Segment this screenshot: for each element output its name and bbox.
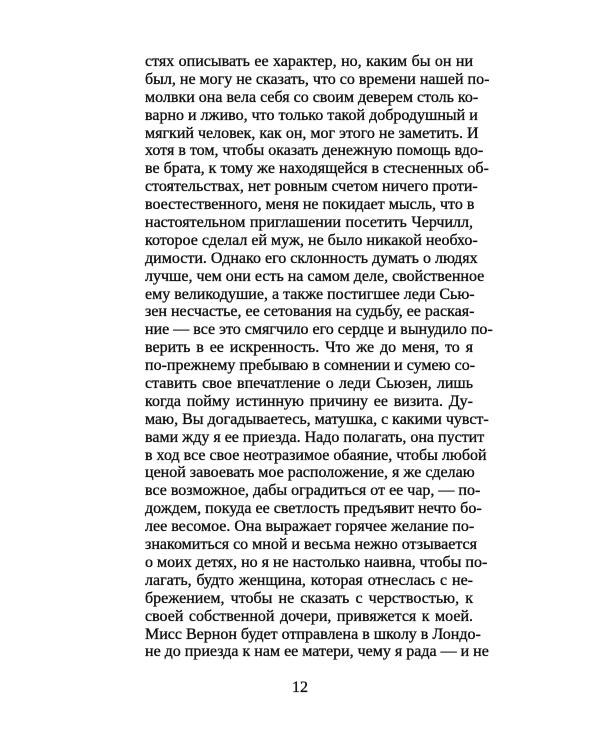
text-line: о моих детях, но я не настолько наивна, чтобы по-: [145, 553, 488, 571]
text-line: был, не могу не сказать, что со времени нашей по-: [145, 70, 490, 88]
text-line: своей собственной дочери, привяжется к моей.: [145, 607, 473, 625]
text-line: ценой завоевать мое расположение, я же сделаю: [145, 464, 475, 482]
text-line: все возможное, дабы оградиться от ее чар, — по-: [145, 482, 481, 500]
body-text: [145, 53, 493, 661]
text-line: лее весомое. Она выражает горячее желание по-: [145, 518, 475, 536]
text-line: маю, Вы догадываетесь, матушка, с какими чувст-: [145, 410, 489, 428]
text-line: ве брата, к тому же находящейся в стесненных об-: [145, 160, 489, 178]
text-line: воестественного, меня не покидает мысль, что в: [145, 196, 475, 214]
text-line: молвки она вела себя со своим деверем столь ко-: [145, 88, 479, 106]
text-line: не до приезда к нам ее матери, чему я рада — и не: [145, 643, 489, 661]
text-line: варно и лживо, что только такой добродушный и: [145, 106, 478, 124]
text-line: лагать, будто женщина, которая отнеслась с не-: [145, 571, 473, 589]
text-line: мягкий человек, как он, мог этого не заметить. И: [145, 124, 479, 142]
page-number: 12: [292, 679, 308, 696]
text-line: в ход все свое неотразимое обаяние, чтобы любой: [145, 446, 487, 464]
text-line: димости. Однако его склонность думать о людях: [145, 249, 478, 267]
text-line: лучше, чем они есть на самом деле, свойственное: [145, 267, 485, 285]
text-line: вами жду я ее приезда. Надо полагать, она пустит: [145, 428, 485, 446]
text-line: хотя в том, чтобы оказать денежную помощь вдо-: [145, 142, 484, 160]
text-line: которое сделал ей муж, не было никакой необхо-: [145, 231, 478, 249]
text-line: знакомиться со мной и весьма нежно отзывается: [145, 536, 477, 554]
text-line: ему великодушие, а также постигшее леди Сью-: [145, 285, 475, 303]
text-line: зен несчастье, ее сетования на судьбу, ее раская-: [145, 303, 475, 321]
text-line: брежением, чтобы не сказать с черствостью, к: [145, 589, 473, 607]
text-line: по-прежнему пребываю в сомнении и сумею со-: [145, 357, 476, 375]
text-line: настоятельном приглашении посетить Черчилл,: [145, 214, 473, 232]
text-line: ставить свое впечатление о леди Сьюзен, лишь: [145, 375, 473, 393]
text-line: стоятельствах, нет ровным счетом ничего проти-: [145, 178, 478, 196]
text-line: Мисс Вернон будет отправлена в школу в Лондо-: [145, 625, 481, 643]
text-line: верить в ее искренность. Что же до меня, то я: [145, 339, 473, 357]
text-line: когда пойму истинную причину ее визита. Ду-: [145, 392, 473, 410]
text-line: дождем, покуда ее светлость предъявит нечто бо-: [145, 500, 482, 518]
text-line: стях описывать ее характер, но, каким бы он ни: [145, 53, 473, 70]
text-line: ние — все это смягчило его сердце и вынудило по-: [145, 321, 493, 339]
